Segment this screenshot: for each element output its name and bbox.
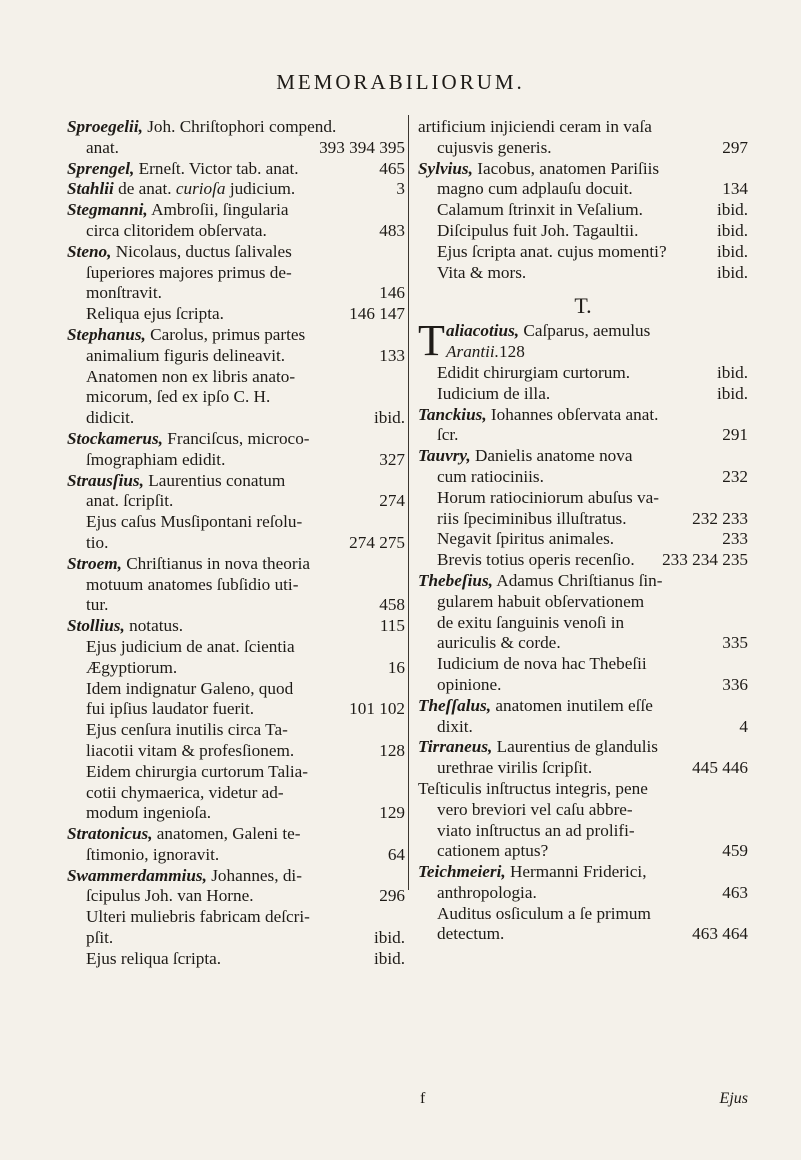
- index-line: [67, 845, 405, 866]
- index-line: [67, 450, 405, 471]
- page-ref: ibid.: [716, 262, 748, 282]
- entry-text: cujusvis generis.: [437, 137, 552, 157]
- index-line: [67, 928, 405, 949]
- entry-text: cationem aptus?: [437, 841, 549, 861]
- right-column-top: [418, 117, 748, 283]
- index-line: [418, 509, 748, 530]
- page-ref: 133: [379, 345, 405, 365]
- page-ref: 101 102: [349, 699, 405, 719]
- entry-text: Chriſtianus in nova theoria: [121, 553, 310, 573]
- index-line: [418, 405, 748, 426]
- entry-text: Nicolaus, ductus ſalivales: [111, 241, 292, 261]
- entry-text: opinione.: [437, 674, 502, 694]
- italic-text: Arantii.: [446, 342, 499, 362]
- entry-text: Edidit chirurgiam curtorum.: [437, 362, 630, 382]
- index-line: [67, 616, 405, 637]
- page-ref: 274: [379, 491, 405, 511]
- entry-text: detectum.: [437, 924, 505, 944]
- index-line: [418, 633, 748, 654]
- index-term: Sprengel,: [67, 158, 135, 178]
- entry-text: Iudicium de illa.: [437, 383, 551, 403]
- page-ref: ibid.: [716, 200, 748, 220]
- page-ref: 463: [722, 882, 748, 902]
- entry-text: anat.: [86, 137, 119, 157]
- index-line: [418, 138, 748, 159]
- entry-text: Vita & mors.: [437, 262, 527, 282]
- entry-text: Eidem chirurgia curtorum Talia-: [86, 761, 309, 781]
- page-ref: 233 234 235: [662, 550, 748, 570]
- index-line: [418, 862, 748, 883]
- index-line: [67, 783, 405, 804]
- entry-text: Anatomen non ex libris anato-: [86, 366, 296, 386]
- index-line: [67, 637, 405, 658]
- page-ref: 146 147: [349, 304, 405, 324]
- index-line: [67, 159, 405, 180]
- index-term: Tauvry,: [418, 446, 471, 466]
- page-ref: 297: [722, 137, 748, 157]
- page-ref: 146: [379, 283, 405, 303]
- entry-text: Carolus, primus partes: [145, 324, 306, 344]
- entry-text: anatomen, Galeni te-: [152, 824, 301, 844]
- entry-text: Ulteri muliebris fabricam deſcri-: [86, 907, 310, 927]
- entry-text: Ejus caſus Musſipontani reſolu-: [86, 512, 303, 532]
- entry-text: fui ipſius laudator fuerit.: [86, 699, 255, 719]
- entry-text: Iacobus, anatomen Pariſiis: [472, 158, 660, 178]
- page-ref: 445 446: [692, 758, 748, 778]
- entry-text: Johannes, di-: [206, 865, 302, 885]
- index-line: [67, 554, 405, 575]
- entry-text: urethrae virilis ſcripſit.: [437, 758, 593, 778]
- page-ref: 274 275: [349, 532, 405, 552]
- page-ref: 458: [379, 595, 405, 615]
- index-line: [67, 179, 405, 200]
- index-term: aliacotius,: [446, 321, 520, 341]
- entry-text: Ejus judicium de anat. ſcientia: [86, 636, 295, 656]
- index-term: Swammerdammius,: [67, 865, 207, 885]
- entry-text: Calamum ſtrinxit in Veſalium.: [437, 200, 643, 220]
- entry-text: didicit.: [86, 408, 135, 428]
- index-line: [418, 221, 748, 242]
- index-line: [418, 592, 748, 613]
- entry-text: monſtravit.: [86, 283, 162, 303]
- page-ref: ibid.: [373, 408, 405, 428]
- index-term: Tirraneus,: [418, 737, 493, 757]
- index-term: Stollius,: [67, 616, 125, 636]
- section-t-entries: [418, 316, 748, 945]
- entry-text: liacotii vitam & profesſionem.: [86, 740, 295, 760]
- index-term: Stegmanni,: [67, 200, 148, 220]
- index-line: [67, 304, 405, 325]
- page-ref: ibid.: [716, 220, 748, 240]
- entry-text: Danielis anatome nova: [470, 446, 633, 466]
- drop-cap: T: [418, 316, 445, 366]
- page-ref: 128: [379, 740, 405, 760]
- page-ref: 3: [396, 179, 405, 199]
- index-line: [418, 263, 748, 284]
- index-line: [67, 263, 405, 284]
- index-line: [67, 471, 405, 492]
- entry-text: notatus.: [124, 616, 184, 636]
- page-ref: 327: [379, 449, 405, 469]
- page-ref: 129: [379, 803, 405, 823]
- entry-text: Ejus cenſura inutilis circa Ta-: [86, 720, 288, 740]
- index-term: Strausſius,: [67, 470, 144, 490]
- index-line: [67, 491, 405, 512]
- entry-text: Brevis totius operis recenſio.: [437, 550, 635, 570]
- entry-text: magno cum adplauſu docuit.: [437, 179, 633, 199]
- entry-text: Diſcipulus fuit Joh. Tagaultii.: [437, 220, 639, 240]
- index-line: [418, 117, 748, 138]
- entry-text: Auditus osſiculum a ſe primum: [437, 903, 651, 923]
- index-line: [67, 803, 405, 824]
- entry-text: anatomen inutilem eſſe: [491, 695, 653, 715]
- entry-text: de anat.: [113, 179, 176, 199]
- index-line: [418, 841, 748, 862]
- page-ref: ibid.: [716, 362, 748, 382]
- index-line: [67, 200, 405, 221]
- index-line: [67, 221, 405, 242]
- index-line: [67, 886, 405, 907]
- index-line: [67, 658, 405, 679]
- index-line: [67, 762, 405, 783]
- index-term: Steno,: [67, 241, 112, 261]
- catchword: Ejus: [719, 1090, 748, 1107]
- page-ref: 393 394 395: [319, 137, 405, 157]
- entry-text: Horum ratiociniorum abuſus va-: [437, 487, 659, 507]
- index-line: [67, 408, 405, 429]
- index-line: [67, 741, 405, 762]
- entry-text: ſcipulus Joh. van Horne.: [86, 886, 254, 906]
- page-ref: 459: [722, 841, 748, 861]
- page-ref: 335: [722, 633, 748, 653]
- entry-text: Caſparus, aemulus: [519, 321, 651, 341]
- entry-text: ſtimonio, ignoravit.: [86, 844, 220, 864]
- entry-text: Erneſt. Victor tab. anat.: [134, 158, 299, 178]
- index-line: [67, 679, 405, 700]
- index-line: [418, 571, 748, 592]
- entry-text: animalium figuris delineavit.: [86, 345, 286, 365]
- entry-text: Laurentius de glandulis: [492, 737, 658, 757]
- entry-text: ſmographiam edidit.: [86, 449, 226, 469]
- entry-text: Joh. Chriſtophori compend.: [142, 117, 337, 136]
- index-line: [418, 179, 748, 200]
- index-line: [67, 949, 405, 970]
- index-line: [418, 758, 748, 779]
- index-line: [418, 363, 748, 384]
- index-line: [418, 924, 748, 945]
- column-divider: [408, 115, 409, 890]
- section-letter: T.: [574, 293, 592, 319]
- index-term: Sproegelii,: [67, 117, 143, 136]
- index-line: [67, 907, 405, 928]
- entry-text: anat. ſcripſit.: [86, 491, 174, 511]
- index-line: [418, 384, 748, 405]
- index-line: [418, 200, 748, 221]
- index-line: [67, 283, 405, 304]
- index-line: [418, 425, 748, 446]
- page-ref: 64: [387, 844, 405, 864]
- index-term: Stephanus,: [67, 324, 146, 344]
- entry-text: cum ratiociniis.: [437, 466, 544, 486]
- index-term: Stahlii: [67, 179, 114, 199]
- index-line: [418, 696, 748, 717]
- index-line: [418, 717, 748, 738]
- index-line: [67, 595, 405, 616]
- index-line: [67, 367, 405, 388]
- entry-text: auriculis & corde.: [437, 633, 561, 653]
- entry-text: riis ſpeciminibus illuſtratus.: [437, 508, 627, 528]
- index-line: [418, 342, 748, 363]
- page-ref: 233: [722, 529, 748, 549]
- signature-mark: f: [420, 1090, 426, 1107]
- entry-text: gularem habuit obſervationem: [437, 591, 645, 611]
- index-term: Stroem,: [67, 553, 122, 573]
- index-term: Stockamerus,: [67, 428, 163, 448]
- index-term: Theſſalus,: [418, 695, 492, 715]
- index-line: [418, 529, 748, 550]
- page-ref: 336: [722, 674, 748, 694]
- index-term: Teichmeieri,: [418, 862, 506, 882]
- index-line: [67, 533, 405, 554]
- index-line: [67, 325, 405, 346]
- index-term: Stratonicus,: [67, 824, 153, 844]
- index-line: [418, 675, 748, 696]
- index-line: [418, 613, 748, 634]
- entry-text: Ejus ſcripta anat. cujus momenti?: [437, 241, 667, 261]
- entry-text: viato inſtructus an ad prolifi-: [437, 820, 635, 840]
- entry-text: vero breviori vel caſu abbre-: [437, 799, 633, 819]
- index-line: [418, 488, 748, 509]
- entry-text: motuum anatomes ſubſidio uti-: [86, 574, 299, 594]
- index-line: [418, 467, 748, 488]
- entry-text: Negavit ſpiritus animales.: [437, 529, 615, 549]
- entry-text: pſit.: [86, 928, 114, 948]
- entry-text: artificium injiciendi ceram in vaſa: [418, 117, 652, 136]
- index-line: [418, 883, 748, 904]
- index-line: [67, 824, 405, 845]
- index-line: [67, 575, 405, 596]
- index-term: Sylvius,: [418, 158, 473, 178]
- page-ref: 463 464: [692, 924, 748, 944]
- entry-text: judicium.: [225, 179, 296, 199]
- page-ref: 4: [739, 716, 748, 736]
- entry-text: Ejus reliqua ſcripta.: [86, 948, 222, 968]
- index-line: [67, 117, 405, 138]
- right-column: [418, 117, 748, 945]
- entry-text: Adamus Chriſtianus ſin-: [492, 570, 663, 590]
- index-line: [418, 159, 748, 180]
- page-ref: ibid.: [716, 241, 748, 261]
- index-term: Tanckius,: [418, 404, 487, 424]
- page-ref: ibid.: [373, 948, 405, 968]
- index-line: [67, 242, 405, 263]
- page-ref: 134: [722, 179, 748, 199]
- entry-text: ſuperiores majores primus de-: [86, 262, 292, 282]
- entry-text: modum ingenioſa.: [86, 803, 212, 823]
- italic-text: curioſa: [175, 179, 226, 199]
- index-line: [67, 138, 405, 159]
- entry-text: Hermanni Friderici,: [505, 862, 647, 882]
- index-line: [418, 550, 748, 571]
- entry-text: tio.: [86, 532, 109, 552]
- page-ref: 296: [379, 886, 405, 906]
- entry-text: Ægyptiorum.: [86, 657, 178, 677]
- index-line: [418, 821, 748, 842]
- entry-text: Iohannes obſervata anat.: [486, 404, 659, 424]
- index-line: [67, 699, 405, 720]
- entry-text: Iudicium de nova hac Thebeſii: [437, 654, 647, 674]
- index-line: [67, 346, 405, 367]
- entry-text: Teſticulis inſtructus integris, pene: [418, 778, 648, 798]
- page-ref: 128: [499, 342, 525, 362]
- page-ref: 16: [387, 657, 405, 677]
- entry-text: Franciſcus, microco-: [162, 428, 310, 448]
- page-ref: 232 233: [692, 508, 748, 528]
- index-line: [418, 654, 748, 675]
- index-line: [67, 512, 405, 533]
- entry-text: Idem indignatur Galeno, quod: [86, 678, 294, 698]
- running-header: MEMORABILIORUM.: [276, 70, 525, 94]
- index-line: [67, 720, 405, 741]
- entry-text: circa clitoridem obſervata.: [86, 220, 267, 240]
- page-ref: 465: [379, 158, 405, 178]
- entry-text: anthropologia.: [437, 882, 537, 902]
- index-line: [418, 904, 748, 925]
- page-ref: 115: [379, 616, 405, 636]
- page-ref: ibid.: [373, 928, 405, 948]
- entry-text: tur.: [86, 595, 109, 615]
- entry-text: ſcr.: [437, 425, 459, 445]
- index-line: [418, 800, 748, 821]
- index-line: [418, 242, 748, 263]
- page-ref: 232: [722, 466, 748, 486]
- index-line: [67, 866, 405, 887]
- entry-text: de exitu ſanguinis venoſi in: [437, 612, 625, 632]
- entry-text: Laurentius conatum: [143, 470, 286, 490]
- index-line: [67, 429, 405, 450]
- entry-text: cotii chymaerica, videtur ad-: [86, 782, 284, 802]
- entry-text: dixit.: [437, 716, 473, 736]
- index-line: [418, 737, 748, 758]
- index-line: [67, 387, 405, 408]
- entry-text: Ambroſii, ſingularia: [147, 200, 289, 220]
- page-ref: 483: [379, 220, 405, 240]
- index-line: [418, 779, 748, 800]
- entry-text: Reliqua ejus ſcripta.: [86, 304, 224, 324]
- index-line: [418, 446, 748, 467]
- page-ref: ibid.: [716, 383, 748, 403]
- index-term: Thebeſius,: [418, 570, 493, 590]
- entry-text: micorum, ſed ex ipſo C. H.: [86, 387, 271, 407]
- page-ref: 291: [722, 425, 748, 445]
- left-column: [67, 117, 405, 970]
